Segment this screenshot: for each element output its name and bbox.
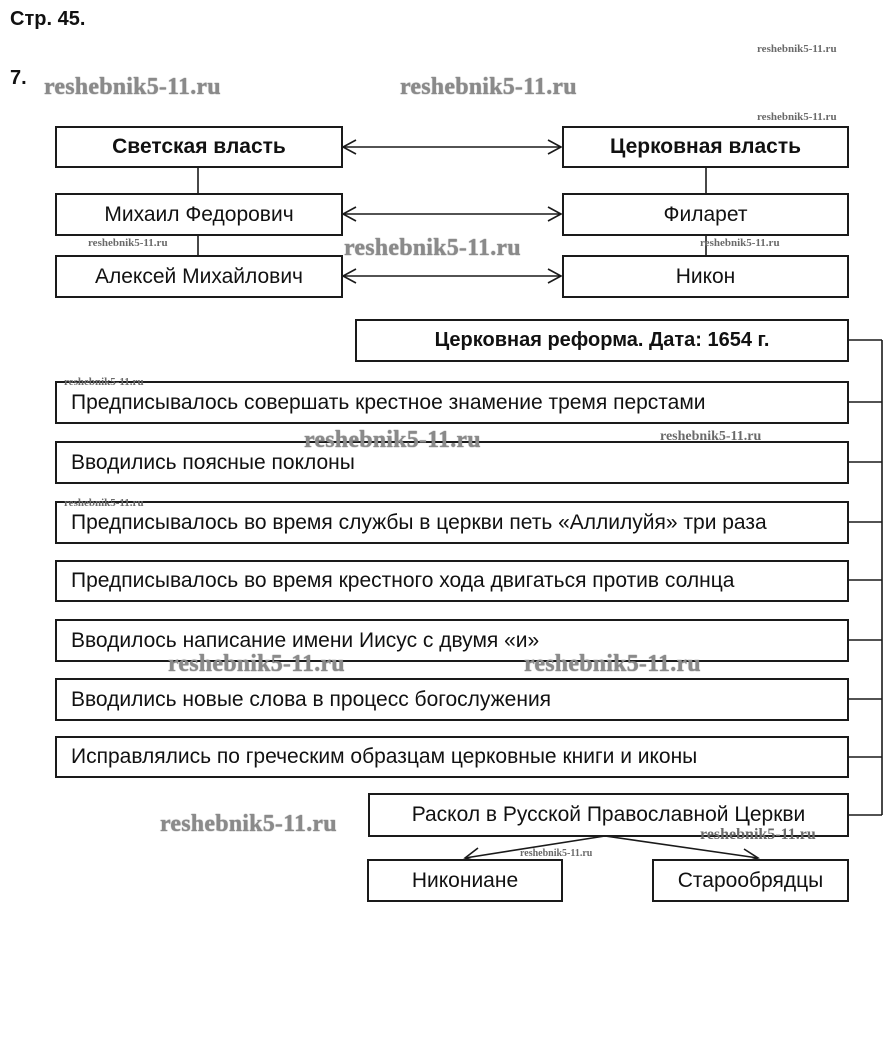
watermark: reshebnik5-11.ru (64, 376, 144, 388)
watermark: reshebnik5-11.ru (44, 74, 221, 100)
church-patriarch-box (562, 193, 849, 236)
reform-item-text: Вводилось написание имени Иисус с двумя «и» (71, 628, 540, 652)
branch-nikonians-text: Никониане (411, 868, 519, 892)
reform-title-box (355, 319, 849, 362)
reform-item-box (55, 441, 849, 484)
schism-box (368, 793, 849, 837)
watermark: reshebnik5-11.ru (660, 429, 762, 444)
watermark: reshebnik5-11.ru (400, 74, 577, 100)
secular-ruler-name: Михаил Федорович (104, 202, 294, 226)
watermark: reshebnik5-11.ru (520, 848, 593, 859)
watermark: reshebnik5-11.ru (524, 651, 701, 677)
reform-item-text: Вводились поясные поклоны (71, 450, 355, 474)
branch-old-believers-box (652, 859, 849, 902)
secular-ruler-name: Алексей Михайлович (94, 264, 303, 288)
reform-item-box (55, 619, 849, 662)
church-patriarch-box (562, 255, 849, 298)
watermark: reshebnik5-11.ru (700, 237, 780, 249)
secular-power-title: Светская власть (112, 135, 286, 158)
watermark: reshebnik5-11.ru (700, 826, 816, 843)
secular-ruler-box (55, 255, 343, 298)
watermark: reshebnik5-11.ru (160, 811, 337, 837)
watermark: reshebnik5-11.ru (757, 43, 837, 55)
church-power-box (562, 126, 849, 168)
watermark: reshebnik5-11.ru (344, 235, 521, 261)
reform-item-text: Предписывалось во время крестного хода двигаться против солнца (71, 569, 735, 592)
task-number: 7. (10, 67, 27, 89)
reform-item-box (55, 736, 849, 778)
reform-item-text: Вводились новые слова в процесс богослужения (71, 687, 552, 711)
watermark: reshebnik5-11.ru (168, 651, 345, 677)
reform-item-box (55, 501, 849, 544)
branch-nikonians-box (367, 859, 563, 902)
reform-item-box (55, 678, 849, 721)
branch-old-believers-text: Старообрядцы (677, 868, 824, 892)
reform-item-text: Предписывалось во время службы в церкви петь «Аллилуйя» три раза (71, 510, 767, 534)
secular-power-box (55, 126, 343, 168)
reform-item-text: Предписывалось совершать крестное знамение тремя перстами (71, 390, 706, 414)
reform-item-text: Исправлялись по греческим образцам церковные книги и иконы (71, 745, 698, 768)
page-label: Стр. 45. (10, 8, 86, 30)
reform-item-box (55, 381, 849, 424)
watermark: reshebnik5-11.ru (757, 111, 837, 123)
church-power-title: Церковная власть (609, 135, 802, 158)
reform-title: Церковная реформа. Дата: 1654 г. (434, 329, 770, 351)
church-patriarch-name: Филарет (663, 202, 748, 226)
secular-ruler-box (55, 193, 343, 236)
watermark: reshebnik5-11.ru (304, 427, 481, 453)
watermark: reshebnik5-11.ru (64, 497, 144, 509)
watermark: reshebnik5-11.ru (88, 237, 168, 249)
reform-item-box (55, 560, 849, 602)
church-patriarch-name: Никон (675, 264, 736, 288)
schism-text: Раскол в Русской Православной Церкви (411, 803, 806, 826)
